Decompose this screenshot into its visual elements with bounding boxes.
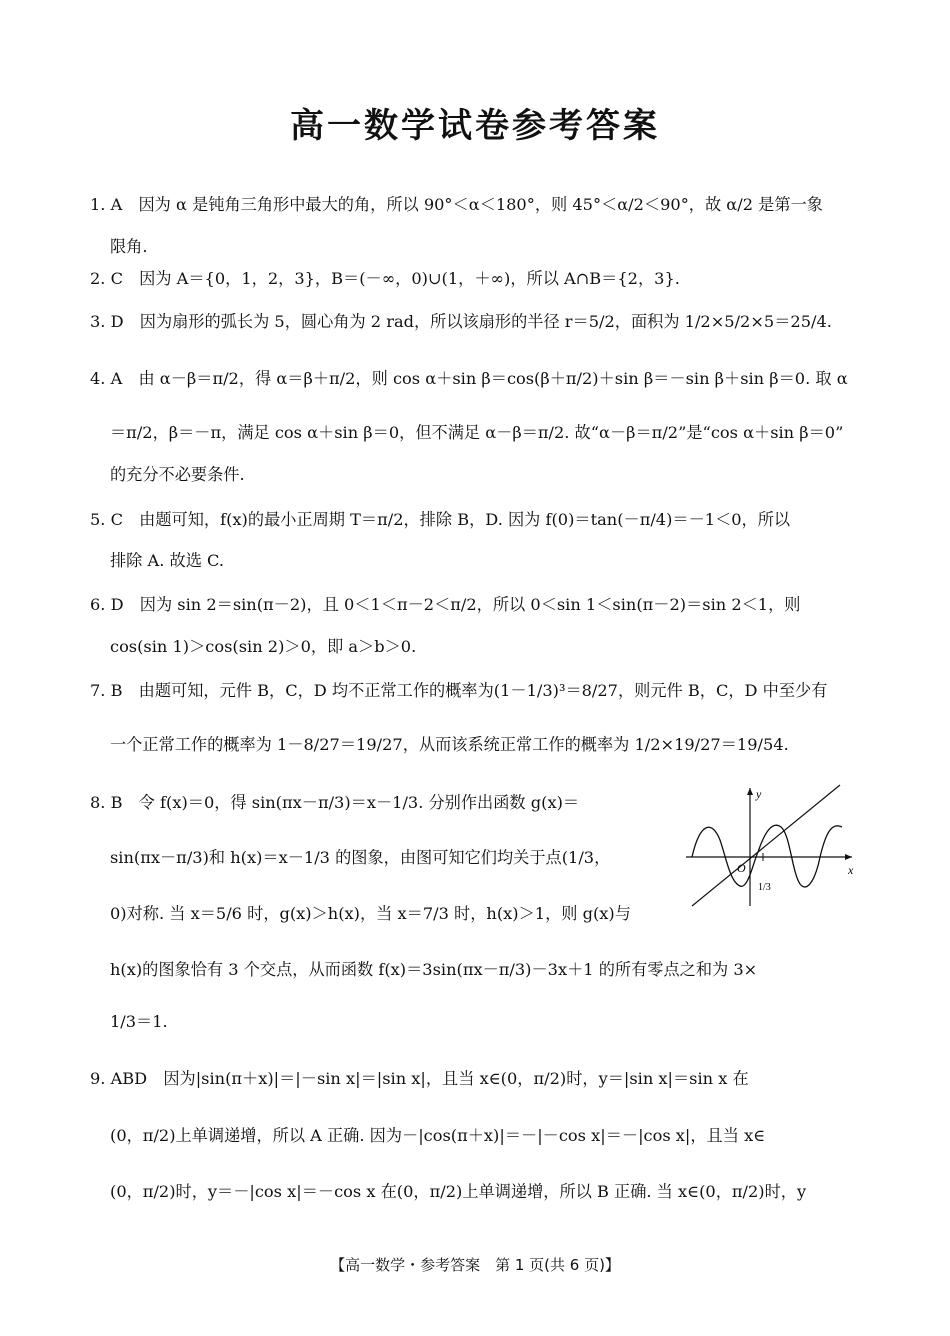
- answer-9-line-2: (0，π/2)上单调递增，所以 A 正确. 因为－|cos(π＋x)|＝－|－cos x|＝－|cos x|，且当 x∈: [110, 1126, 766, 1145]
- answer-8-line-2: sin(πx－π/3)和 h(x)＝x－1/3 的图象，由图可知它们均关于点(1/3，: [110, 848, 611, 867]
- answer-7-line-1: 7. B 由题可知，元件 B，C，D 均不正常工作的概率为(1－1/3)³＝8/27，则元件 B，C，D 中至少有: [90, 681, 828, 700]
- answer-8-line-4: h(x)的图象恰有 3 个交点，从而函数 f(x)＝3sin(πx－π/3)－3x＋1 的所有零点之和为 3×: [110, 960, 758, 979]
- answer-8-line-1: 8. B 令 f(x)＝0，得 sin(πx－π/3)＝x－1/3. 分别作出函数 g(x)＝: [90, 793, 580, 812]
- answer-4-line-2: ＝π/2，β＝－π，满足 cos α＋sin β＝0，但不满足 α－β＝π/2. 故“α－β＝π/2”是“cos α＋sin β＝0”: [110, 423, 844, 442]
- page-title: 高一数学试卷参考答案: [290, 106, 660, 146]
- y-axis-label: y: [756, 787, 762, 801]
- answer-3: 3. D 因为扇形的弧长为 5，圆心角为 2 rad，所以该扇形的半径 r＝5/2，面积为 1/2×5/2×5＝25/4.: [90, 312, 832, 331]
- answer-5-line-1: 5. C 由题可知，f(x)的最小正周期 T＝π/2，排除 B，D. 因为 f(0)＝tan(－π/4)＝－1＜0，所以: [90, 510, 791, 529]
- answer-1-line-1: 1. A 因为 α 是钝角三角形中最大的角，所以 90°＜α＜180°，则 45°＜α/2＜90°，故 α/2 是第一象: [90, 195, 823, 214]
- answer-5-line-2: 排除 A. 故选 C.: [110, 551, 224, 570]
- sine-curve-g: [692, 825, 842, 887]
- answer-2: 2. C 因为 A＝{0，1，2，3}，B＝(－∞，0)∪(1，＋∞)，所以 A∩B＝{2，3}.: [90, 269, 680, 288]
- x-axis-label: x: [848, 863, 854, 877]
- answer-7-line-2: 一个正常工作的概率为 1－8/27＝19/27，从而该系统正常工作的概率为 1/2×19/27＝19/54.: [110, 735, 789, 754]
- x-axis-arrow: [845, 854, 852, 860]
- answer-8-line-5: 1/3＝1.: [110, 1012, 168, 1031]
- origin-label: O: [737, 861, 746, 875]
- answer-8-line-3: 0)对称. 当 x＝5/6 时，g(x)＞h(x)，当 x＝7/3 时，h(x)＞1，则 g(x)与: [110, 904, 631, 923]
- answer-9-line-3: (0，π/2)时，y＝－|cos x|＝－cos x 在(0，π/2)上单调递增，所以 B 正确. 当 x∈(0，π/2)时，y: [110, 1182, 807, 1201]
- answer-6-line-1: 6. D 因为 sin 2＝sin(π－2)，且 0＜1＜π－2＜π/2，所以 0＜sin 1＜sin(π－2)＝sin 2＜1，则: [90, 595, 801, 614]
- y-axis-arrow: [747, 788, 753, 795]
- answer-4-line-1: 4. A 由 α－β＝π/2，得 α＝β＋π/2，则 cos α＋sin β＝cos(β＋π/2)＋sin β＝－sin β＋sin β＝0. 取 α: [90, 369, 848, 388]
- answer-9-line-1: 9. ABD 因为|sin(π＋x)|＝|－sin x|＝|sin x|，且当 x∈(0，π/2)时，y＝|sin x|＝sin x 在: [90, 1069, 749, 1088]
- answer-4-line-3: 的充分不必要条件.: [110, 465, 245, 484]
- answer-1-line-2: 限角.: [110, 237, 148, 256]
- function-graph-figure: [682, 782, 857, 910]
- answer-6-line-2: cos(sin 1)＞cos(sin 2)＞0，即 a＞b＞0.: [110, 637, 417, 656]
- page-footer: 【高一数学・参考答案 第 1 页(共 6 页)】: [330, 1256, 620, 1274]
- tick-label-one-third: 1/3: [758, 882, 771, 893]
